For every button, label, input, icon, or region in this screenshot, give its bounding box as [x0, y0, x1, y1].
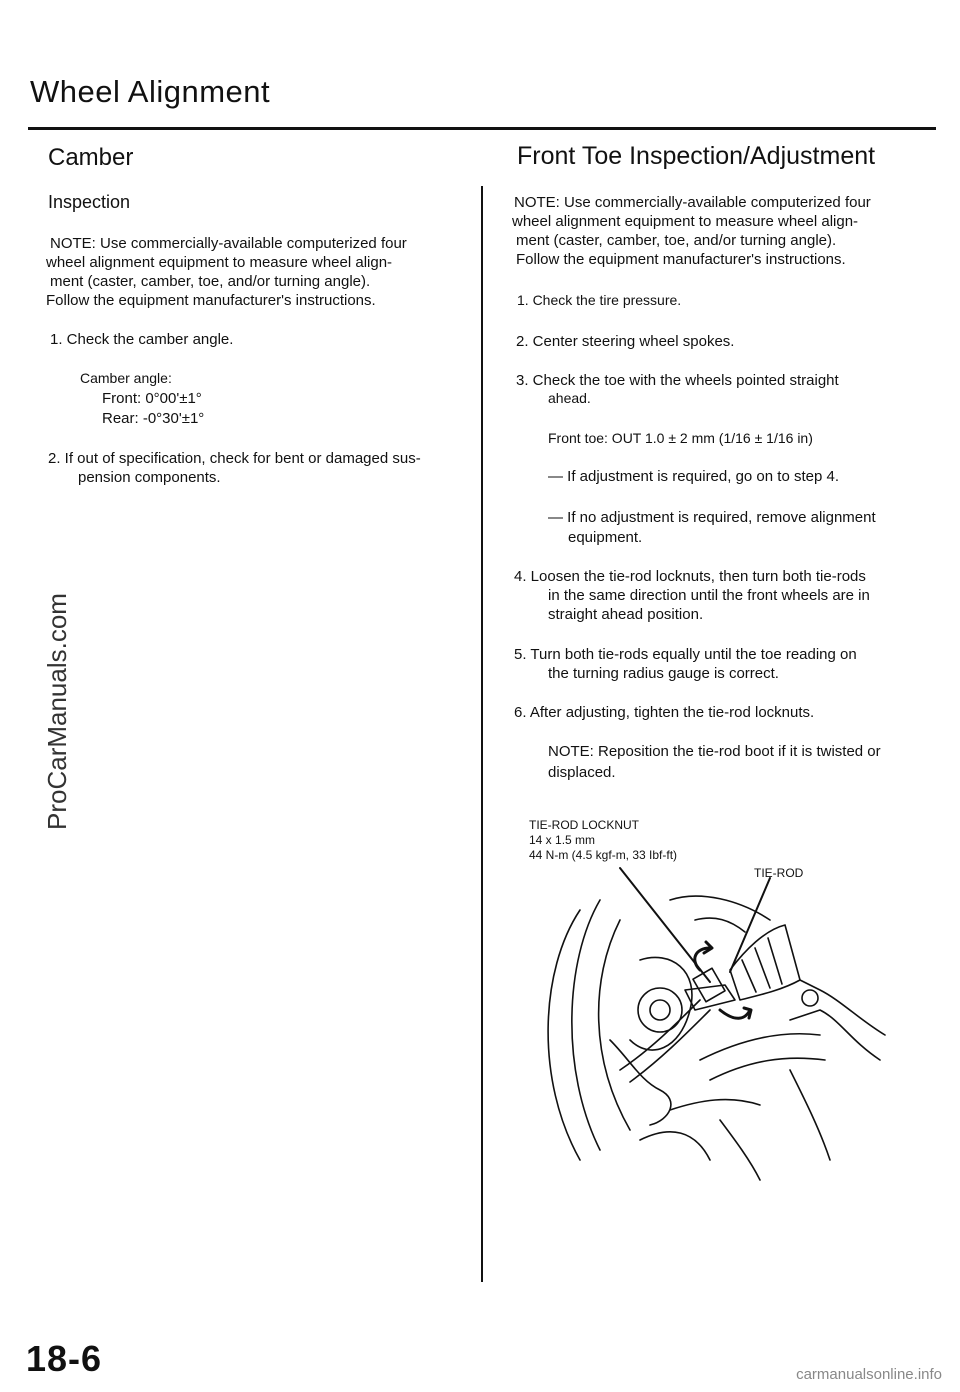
toe-note-2-cont: displaced. — [548, 764, 616, 781]
toe-note-2: NOTE: Reposition the tie-rod boot if it is twisted or — [548, 743, 881, 760]
toe-note — [512, 193, 871, 269]
camber-heading: Camber — [48, 144, 134, 171]
tie-rod-illustration — [520, 860, 900, 1190]
camber-step-2: 2. If out of specification, check for bent or damaged sus- — [48, 450, 421, 467]
camber-note-line: NOTE: Use commercially-available computerized four — [50, 235, 407, 252]
toe-step-4: 4. Loosen the tie-rod locknuts, then turn both tie-rods — [514, 568, 866, 585]
toe-dash-2: — If no adjustment is required, remove alignment — [548, 509, 876, 526]
camber-note — [46, 234, 460, 310]
tire-inner-outline — [572, 900, 600, 1150]
inspection-subheading: Inspection — [48, 192, 131, 212]
toe-note-line: wheel alignment equipment to measure wheel align- — [512, 213, 859, 230]
locknut-size: 14 x 1.5 mm — [529, 833, 596, 847]
camber-step-1: 1. Check the camber angle. — [50, 331, 234, 348]
toe-dash-1: — If adjustment is required, go on to step 4. — [548, 468, 839, 485]
camber-front-value: Front: 0°00'±1° — [102, 390, 202, 407]
toe-step-5-cont: the turning radius gauge is correct. — [548, 665, 779, 682]
camber-note-line: Follow the equipment manufacturer's instructions. — [46, 292, 376, 309]
tierod-label: TIE-ROD — [754, 866, 804, 880]
page-number: 18-6 — [26, 1338, 103, 1379]
front-toe-spec: Front toe: OUT 1.0 ± 2 mm (1/16 ± 1/16 in) — [548, 430, 813, 446]
toe-step-4-cont: in the same direction until the front wheels are in — [548, 587, 870, 604]
toe-note-line: Follow the equipment manufacturer's instructions. — [516, 251, 846, 268]
footer-watermark: carmanualsonline.info — [796, 1366, 942, 1383]
camber-step-2-cont: pension components. — [78, 469, 221, 486]
title-divider — [28, 127, 936, 130]
toe-step-2: 2. Center steering wheel spokes. — [516, 333, 735, 350]
toe-note-line: NOTE: Use commercially-available computerized four — [514, 194, 871, 211]
camber-note-line: wheel alignment equipment to measure wheel align- — [46, 254, 393, 271]
toe-step-3: 3. Check the toe with the wheels pointed straight — [516, 372, 839, 389]
column-divider — [481, 186, 483, 1282]
camber-angle-label: Camber angle: — [80, 370, 172, 386]
side-watermark: ProCarManuals.com — [42, 593, 72, 830]
camber-rear-value: Rear: -0°30'±1° — [102, 410, 205, 427]
locknut-torque: 44 N-m (4.5 kgf-m, 33 Ibf-ft) — [529, 848, 678, 862]
toe-step-4-cont: straight ahead position. — [548, 606, 704, 623]
toe-heading: Front Toe Inspection/Adjustment — [517, 142, 876, 170]
locknut-label: TIE-ROD LOCKNUT — [529, 818, 640, 832]
page-title: Wheel Alignment — [30, 74, 271, 109]
toe-note-line: ment (caster, camber, toe, and/or turning angle). — [516, 232, 837, 249]
camber-note-line: ment (caster, camber, toe, and/or turning angle). — [50, 273, 371, 290]
toe-step-6: 6. After adjusting, tighten the tie-rod locknuts. — [514, 704, 815, 721]
toe-step-3-cont: ahead. — [548, 390, 591, 406]
tire-outline — [548, 910, 580, 1160]
toe-dash-2-cont: equipment. — [568, 529, 643, 546]
toe-step-5: 5. Turn both tie-rods equally until the toe reading on — [514, 646, 857, 663]
toe-step-1: 1. Check the tire pressure. — [517, 292, 682, 308]
